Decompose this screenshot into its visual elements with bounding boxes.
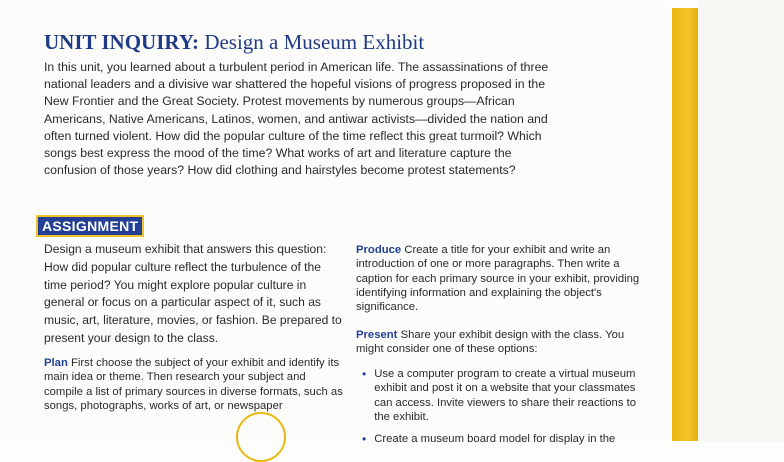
bullet-icon: • — [362, 432, 367, 447]
produce-heading: Produce — [356, 244, 402, 256]
option-text: Use a computer program to create a virtual museum exhibit and post it on a website that your classmates can access. Invite viewers to share their reactions to the exhibit. — [374, 368, 637, 423]
list-item — [362, 432, 652, 446]
bullet-icon: • — [362, 367, 367, 381]
present-heading: Present — [356, 329, 398, 341]
plan-text: First choose the subject of your exhibit and identify its main idea or theme. Then research your subject and compile a list of primary sources in diverse formats, such as songs, photographs, works of art, or newspaper — [44, 357, 343, 412]
right-margin — [698, 0, 784, 441]
plan-heading: Plan — [44, 357, 68, 369]
present-text: Share your exhibit design with the class. You might consider one of these options: — [356, 329, 625, 356]
list-item — [362, 367, 652, 424]
produce-section — [356, 243, 646, 314]
plan-section — [44, 356, 344, 413]
option-text: Create a museum board model for display in the — [374, 433, 616, 446]
produce-text: Create a title for your exhibit and write an introduction of one or more paragraphs. Then write a caption for each primary source in your exhibit, providing identifying information and explaining the object's significance. — [356, 244, 640, 314]
title-keyword: UNIT INQUIRY: — [44, 30, 200, 54]
present-section — [356, 328, 648, 357]
intro-paragraph: In this unit, you learned about a turbulent period in American life. The assassinations of three national leaders and a divisive war shattered the hopeful visions of progress proposed in the New Frontier and the Great Society. Protest movements by numerous groups—African Americans, Native Americans, Latinos, women, and antiwar activists—divided the nation and often turned violent. How did the popular culture of the time reflect this great turmoil? Which songs best express the mood of the time? What works of art and literature capture the confusion of those years? How did clothing and hairstyles become protest statements? — [44, 60, 549, 178]
title-rest: Design a Museum Exhibit — [199, 30, 425, 54]
page-title — [44, 30, 424, 55]
assignment-badge: ASSIGNMENT — [38, 217, 142, 235]
circle-decoration — [236, 412, 286, 462]
present-options — [362, 367, 652, 454]
assignment-text: Design a museum exhibit that answers this question: How did popular culture reflect the turbulence of the time period? You might explore popular culture in general or focus on a particular aspect of it, such as music, art, literature, movies, or fashion. Be prepared to present your design to the class. — [44, 242, 342, 345]
yellow-page-edge — [672, 8, 698, 441]
